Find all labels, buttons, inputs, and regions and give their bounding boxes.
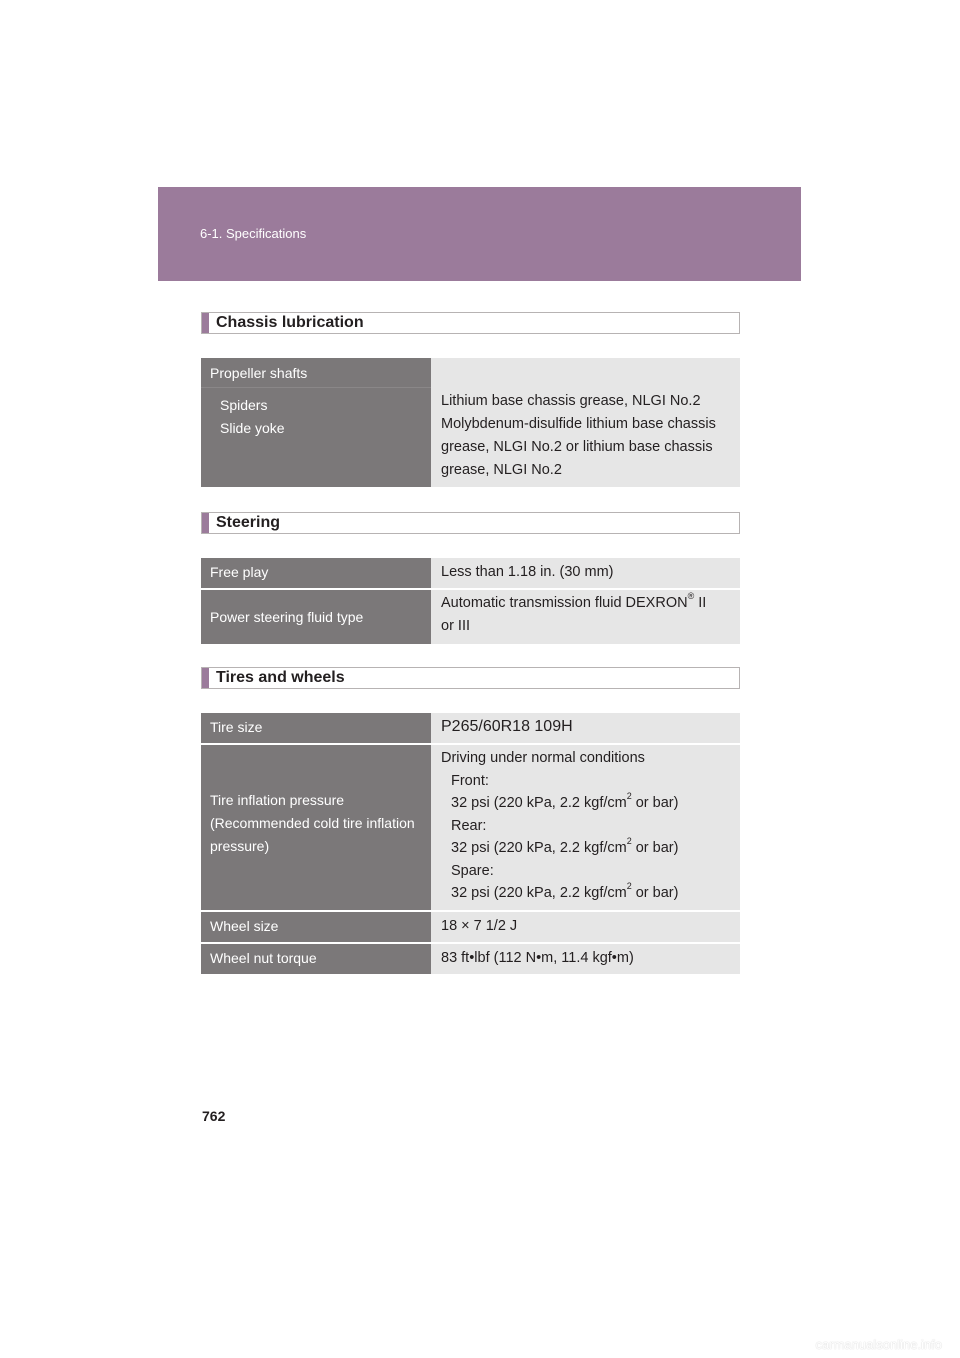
row-value: Less than 1.18 in. (30 mm) [431, 558, 740, 588]
pressure-intro: Driving under normal conditions [441, 750, 645, 766]
value-text: 32 psi (220 kPa, 2.2 kgf/cm [451, 885, 627, 901]
spec-table-steering [201, 558, 740, 644]
spare-label: Spare: [451, 862, 494, 879]
section-heading-chassis [201, 312, 740, 334]
rear-label: Rear: [451, 817, 487, 834]
row-label: Power steering fluid type [201, 590, 431, 644]
table-row [201, 588, 740, 644]
label-sub: Slide yoke [220, 420, 285, 436]
label-main: Propeller shafts [210, 365, 308, 381]
row-label: Free play [201, 558, 431, 588]
row-label: Wheel nut torque [201, 944, 431, 974]
value-text: II [694, 595, 707, 611]
section-accent [202, 668, 209, 688]
value-line: or III [441, 618, 471, 634]
value-line: grease, NLGI No.2 or lithium base chassis [441, 439, 713, 455]
table-row [201, 713, 740, 743]
value-line: Lithium base chassis grease, NLGI No.2 [441, 393, 701, 409]
row-label: Wheel size [201, 912, 431, 942]
section-title: Chassis lubrication [216, 314, 364, 331]
watermark: carmanualsonline.info [815, 1337, 942, 1352]
row-value [431, 745, 740, 910]
row-value [431, 358, 740, 487]
page-number: 762 [202, 1108, 226, 1124]
table-row [201, 558, 740, 588]
superscript: 2 [626, 836, 632, 847]
spare-pressure [441, 882, 732, 905]
front-label: Front: [451, 772, 489, 789]
table-row [201, 358, 740, 487]
section-accent [202, 513, 209, 533]
value-line [441, 592, 732, 615]
section-accent [202, 313, 209, 333]
row-value: P265/60R18 109H [431, 713, 740, 743]
label-line: pressure) [210, 838, 270, 854]
front-pressure [441, 792, 732, 815]
table-row [201, 743, 740, 910]
section-heading-tires [201, 667, 740, 689]
value-text: or bar) [631, 885, 679, 901]
superscript: 2 [626, 791, 632, 802]
label-line: Tire inflation pressure [210, 792, 345, 808]
value-line: Molybdenum-disulfide lithium base chassis [441, 416, 716, 432]
row-label: Tire size [201, 713, 431, 743]
value-text: 32 psi (220 kPa, 2.2 kgf/cm [451, 840, 627, 856]
section-title: Tires and wheels [216, 669, 345, 686]
row-value [431, 590, 740, 644]
chapter-header [158, 187, 801, 281]
row-label [201, 745, 431, 910]
row-divider [201, 387, 431, 388]
label-line: (Recommended cold tire inflation [210, 815, 415, 831]
row-label [201, 358, 431, 487]
value-text: Automatic transmission fluid DEXRON [441, 595, 688, 611]
breadcrumb: 6-1. Specifications [200, 226, 307, 241]
table-row [201, 910, 740, 942]
spec-table-tires [201, 713, 740, 974]
registered-mark: ® [687, 591, 695, 602]
section-title: Steering [216, 514, 281, 531]
value-line: grease, NLGI No.2 [441, 462, 562, 478]
value-text: or bar) [631, 840, 679, 856]
label-sub: Spiders [220, 397, 268, 413]
section-heading-steering [201, 512, 740, 534]
rear-pressure [441, 837, 732, 860]
table-row [201, 942, 740, 974]
superscript: 2 [626, 881, 632, 892]
value-text: 32 psi (220 kPa, 2.2 kgf/cm [451, 795, 627, 811]
row-value: 83 ft•lbf (112 N•m, 11.4 kgf•m) [431, 944, 740, 974]
value-text: or bar) [631, 795, 679, 811]
spec-table-chassis [201, 358, 740, 487]
row-value: 18 × 7 1/2 J [431, 912, 740, 942]
